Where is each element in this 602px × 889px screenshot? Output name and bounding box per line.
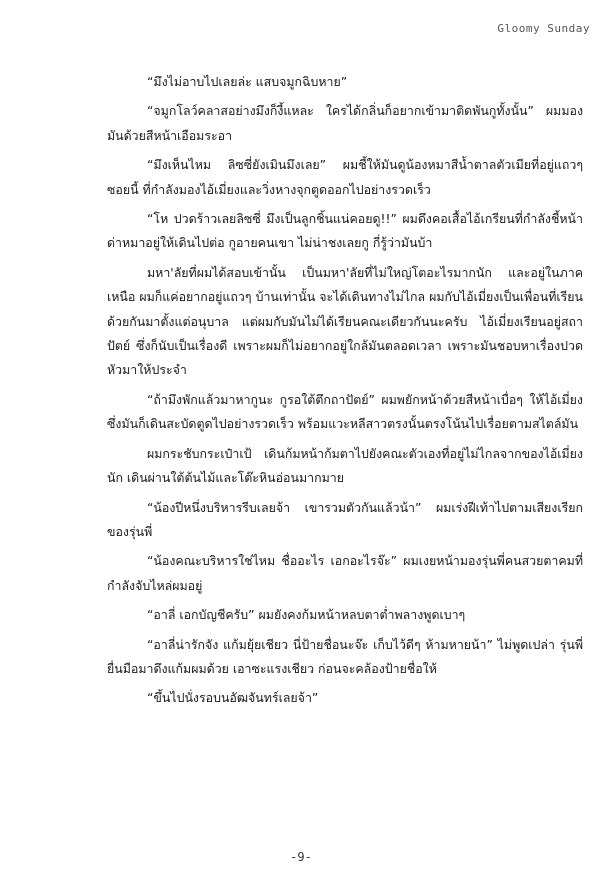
paragraph-11: “อาลี่น่ารักจัง แก้มยุ้ยเชียว นี่ป้ายชื่อนะจ๊ะ เก็บไว้ดีๆ ห้ามหายน้า” ไม่พูดเปล่า รุ่นพี่ยื่นมือมาดึงแก้มผมด้วย เอาซะแรงเชียว ก่อนจะคล้องป้ายชื่อให้ [107, 636, 583, 676]
paragraph-4: “โห ปวดร้าวเลยลิซซี่ มึงเป็นลูกชิ้นแน่คอยดู!!” ผมดึงคอเสื้อไอ้เกรียนที่กำลังชี้หน้าด่าหมาอยู่ให้เดินไปต่อ กูอายคนเขา ไม่น่าชงเลยกู กี่รู้ว่ามันบ้า [107, 211, 583, 251]
paragraph-12: “ขึ้นไปนั่งรอบนอัฒจันทร์เลยจ้า” [147, 690, 319, 706]
paragraph-10: “อาลี่ เอกบัญชีครับ” ผมยังคงก้มหน้าหลบตาต่ำพลางพูดเบาๆ [147, 607, 466, 623]
paragraph-8: “น้องปีหนึ่งบริหารรีบเลยจ้า เขารวมตัวกันแล้วน้า” ผมเร่งฝีเท้าไปตามเสียงเรียกของรุ่นพี่ [107, 499, 583, 539]
paragraph-2: “จมูกโลว์คลาสอย่างมึงก็งี้แหละ ใครได้กลิ่นก็อยากเข้ามาติดพันกูทั้งนั้น” ผมมองมันด้วยสีหน้าเอือมระอา [107, 103, 583, 143]
running-header-title: Gloomy Sunday [497, 22, 590, 35]
page-number: -9- [290, 850, 312, 864]
paragraph-7: ผมกระชับกระเป๋าเป้ เดินก้มหน้าก้มตาไปยังคณะตัวเองที่อยู่ไม่ไกลจากของไอ้เมี่ยงนัก เดินผ่านใต้ต้นไม้และโต๊ะหินอ่อนมากมาย [107, 445, 583, 486]
body-text [107, 70, 583, 716]
paragraph-6: “ถ้ามึงพักแล้วมาหากูนะ กูรอใต้ตึกถาปัตย์” ผมพยักหน้าด้วยสีหน้าเบื่อๆ ให้ไอ้เมี่ยง ซึ่งมันก็เดินสะบัดตูดไปอย่างรวดเร็ว พร้อมแวะหลีสาวตรงนั้นตรงโน้นไปเรื่อยตามสไตล์มัน [107, 391, 583, 432]
paragraph-5: มหา'ลัยที่ผมได้สอบเข้านั้น เป็นมหา'ลัยที่ไม่ใหญ่โตอะไรมากนัก และอยู่ในภาคเหนือ ผมก็แค่อยากอยู่แถวๆ บ้านเท่านั้น จะได้เดินทางไม่ไกล ผมกับไอ้เมี่ยงเป็นเพื่อนที่เรียนด้วยกันมาตั้งแต่อนุบาล แต่ผมกับมันไม่ได้เรียนคณะเดียวกันนะครับ ไอ้เมี่ยงเรียนอยู่สถาปัตย์ ซึ่งก็นับเป็นเรื่องดี เพราะผมก็ไม่อยากอยู่ใกล้มันตลอดเวลา เพราะมันชอบหาเรื่องปวดหัวมาให้ประจำ [107, 264, 583, 378]
paragraph-9: “น้องคณะบริหารใช่ไหม ชื่ออะไร เอกอะไรจ๊ะ” ผมเงยหน้ามองรุ่นพี่คนสวยตาคมที่กำลังจับไหล่ผมอยู่ [107, 553, 583, 593]
paragraph-3: “มึงเห็นไหม ลิซซี่ยังเมินมึงเลย” ผมชี้ให้มันดูน้องหมาสีน้ำตาลตัวเมียที่อยู่แถวๆ ซอยนี้ ที่กำลังมองไอ้เมี่ยงและวิ่งหางจุกตูดออกไปอย่างรวดเร็ว [107, 157, 583, 197]
paragraph-1: “มึงไม่อาบไปเลยล่ะ แสบจมูกฉิบหาย” [147, 74, 348, 89]
